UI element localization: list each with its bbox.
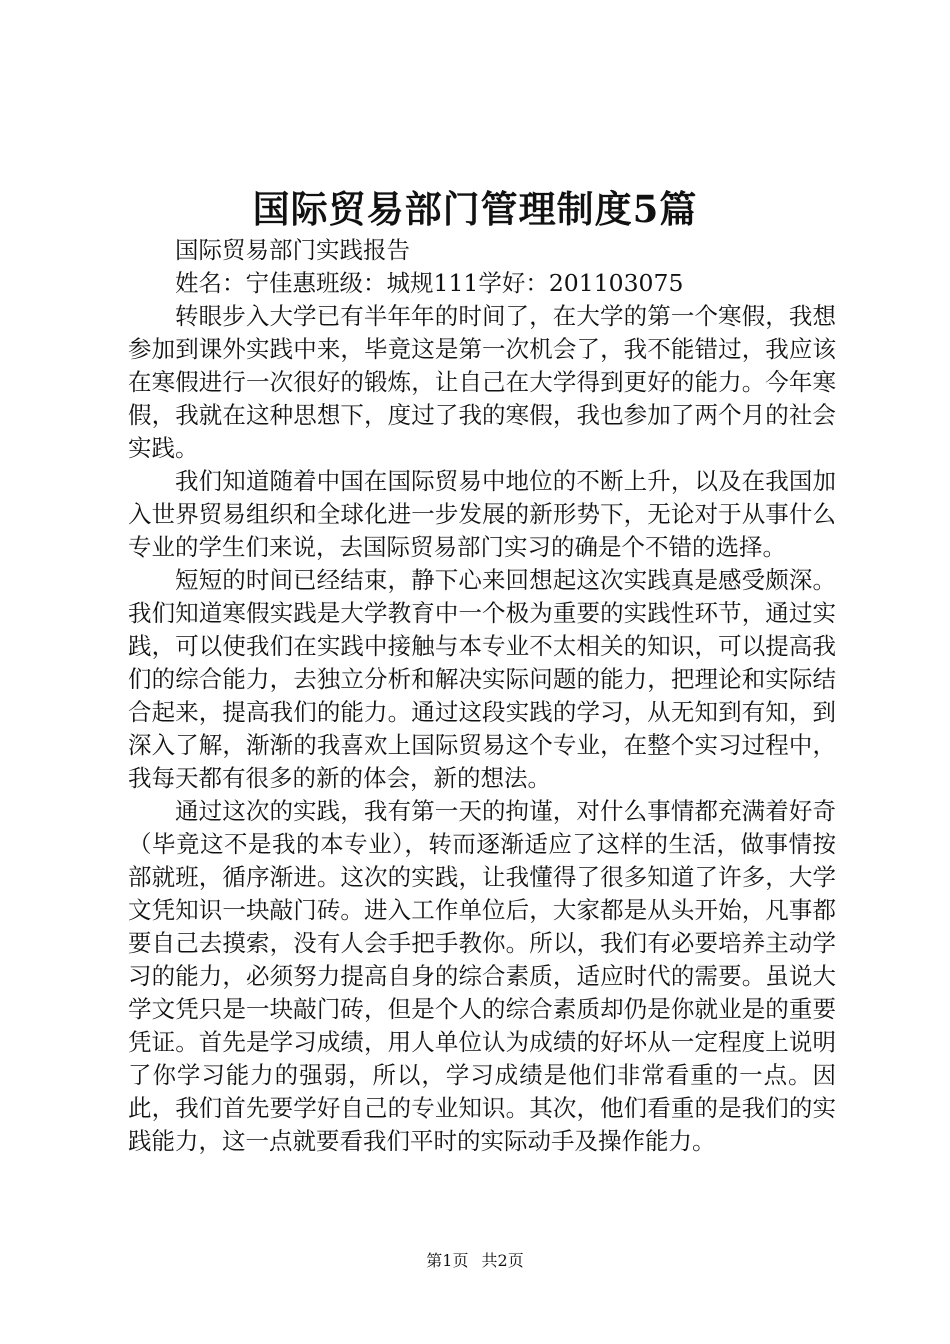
page-total: 共2页 (481, 1251, 524, 1270)
page-number: 第1页 (426, 1251, 469, 1270)
paragraph: 短短的时间已经结束，静下心来回想起这次实践真是感受颇深。我们知道寒假实践是大学教育中一个极为重要的实践性环节，通过实践，可以使我们在实践中接触与本专业不太相关的知识，可以提高我们的综合能力，去独立分析和解决实际问题的能力，把理论和实际结合起来，提高我们的能力。通过这段实践的学习，从无知到有知，到深入了解，渐渐的我喜欢上国际贸易这个专业，在整个实习过程中，我每天都有很多的新的体会，新的想法。 (128, 566, 836, 792)
document-title: 国际贸易部门管理制度5篇 (252, 187, 698, 231)
paragraph: 我们知道随着中国在国际贸易中地位的不断上升，以及在我国加入世界贸易组织和全球化进一步发展的新形势下，无论对于从事什么专业的学生们来说，去国际贸易部门实习的确是个不错的选择。 (128, 467, 836, 561)
student-info-line: 姓名：宁佳惠班级：城规111学好：201103075 (175, 269, 684, 297)
paragraph: 通过这次的实践，我有第一天的拘谨，对什么事情都充满着好奇（毕竟这不是我的本专业），转而逐渐适应了这样的生活，做事情按部就班，循序渐进。这次的实践，让我懂得了很多知道了许多，大学文凭知识一块敲门砖。进入工作单位后，大家都是从头开始，凡事都要自己去摸索，没有人会手把手教你。所以，我们有必要培养主动学习的能力，必须努力提高自身的综合素质，适应时代的需要。虽说大学文凭只是一块敲门砖，但是个人的综合素质却仍是你就业是的重要凭证。首先是学习成绩，用人单位认为成绩的好坏从一定程度上说明了你学习能力的强弱，所以，学习成绩是他们非常看重的一点。因此，我们首先要学好自己的专业知识。其次，他们看重的是我们的实践能力，这一点就要看我们平时的实际动手及操作能力。 (128, 797, 836, 1155)
report-heading: 国际贸易部门实践报告 (175, 236, 410, 264)
paragraph: 转眼步入大学已有半年年的时间了，在大学的第一个寒假，我想参加到课外实践中来，毕竟这是第一次机会了，我不能错过，我应该在寒假进行一次很好的锻炼，让自己在大学得到更好的能力。今年寒假，我就在这种思想下，度过了我的寒假，我也参加了两个月的社会实践。 (128, 302, 836, 462)
document-body (128, 234, 836, 1158)
page-footer (0, 1250, 950, 1272)
